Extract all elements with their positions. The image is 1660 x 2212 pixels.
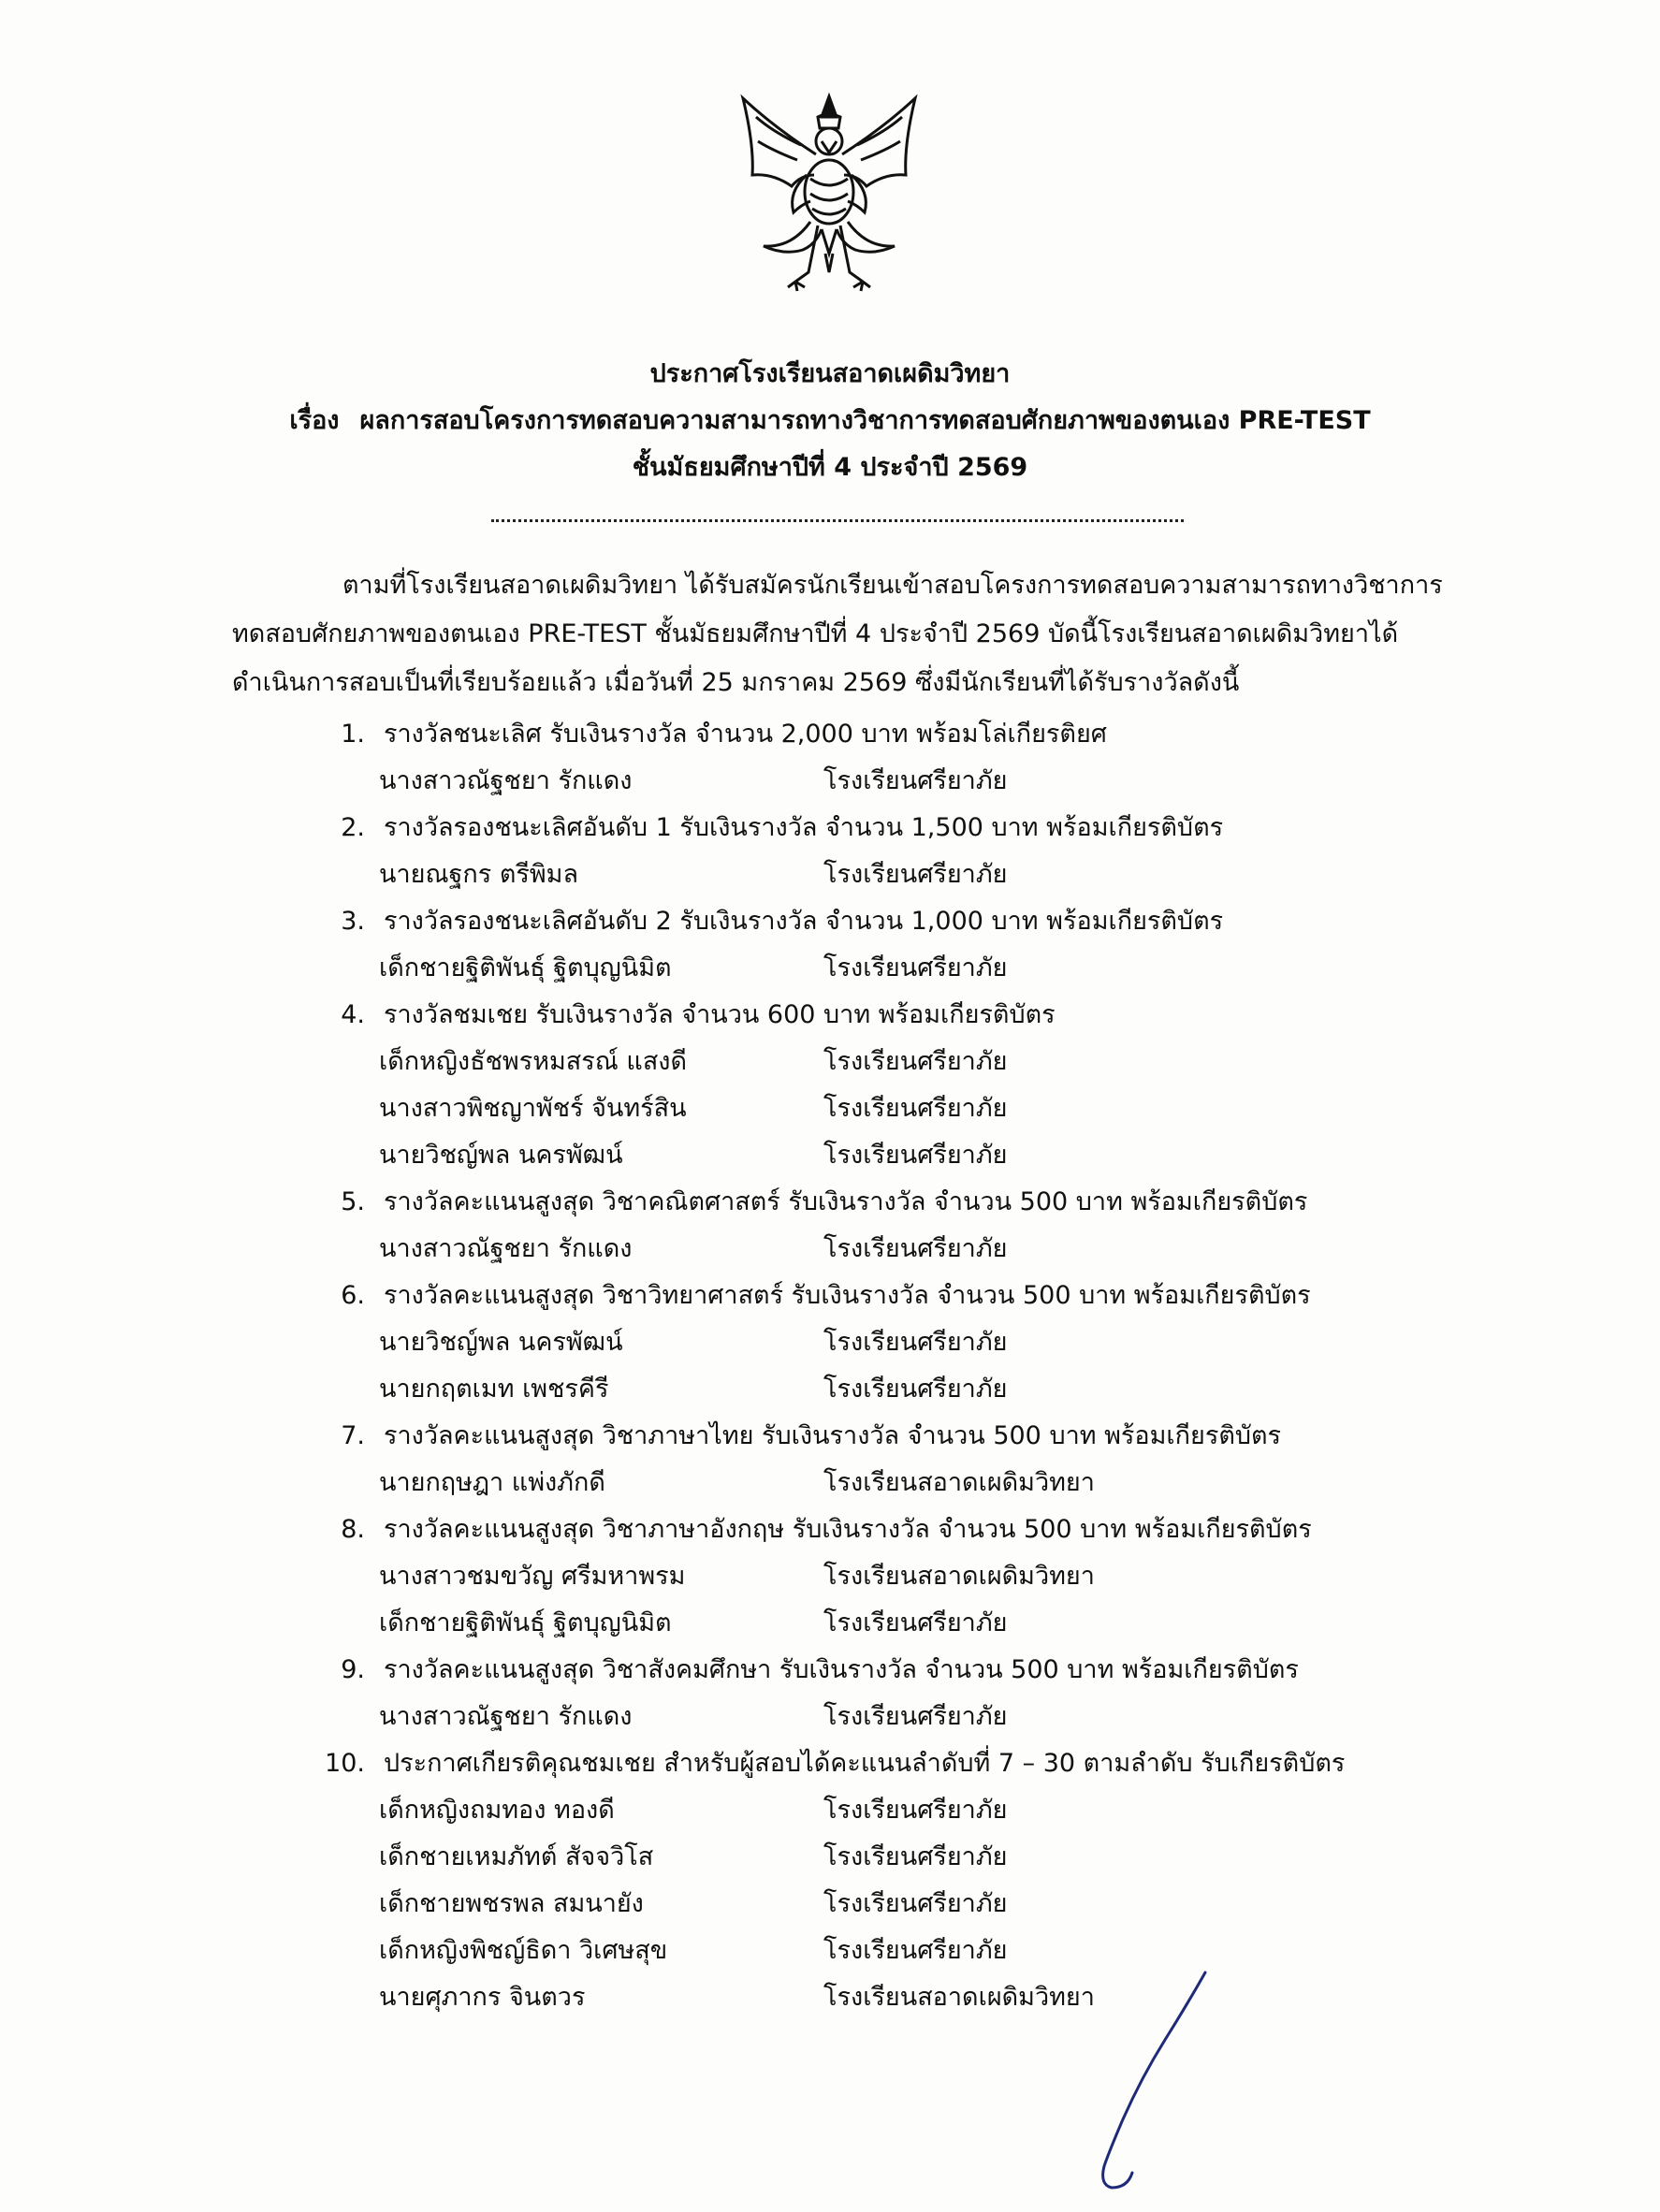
recipient-name: เด็กหญิงพิชญ์ธิดา วิเศษสุข: [379, 1936, 668, 1965]
recipient-row: [0, 758, 1660, 805]
recipient-row: [0, 1366, 1660, 1413]
recipient-school: โรงเรียนศรียาภัย: [823, 1608, 1008, 1637]
intro-line: ดำเนินการสอบเป็นที่เรียบร้อยแล้ว เมื่อวันที่ 25 มกราคม 2569 ซึ่งมีนักเรียนที่ได้รับรางวัลดังนี้: [232, 668, 1240, 697]
award-number: 4.: [341, 1000, 365, 1029]
recipient-name: นายศุภากร จินตวร: [379, 1983, 586, 2012]
recipient-row: [0, 1694, 1660, 1740]
recipient-name: นายกฤตเมท เพชรคีรี: [379, 1375, 609, 1404]
recipient-row: [0, 1460, 1660, 1506]
recipient-school: โรงเรียนศรียาภัย: [823, 953, 1008, 982]
recipient-row: [0, 851, 1660, 898]
recipient-school: โรงเรียนสอาดเผดิมวิทยา: [823, 1562, 1095, 1591]
recipient-school: โรงเรียนศรียาภัย: [823, 1375, 1008, 1404]
award-heading: [0, 1273, 1660, 1319]
recipient-row: [0, 1319, 1660, 1366]
award-item: [0, 1740, 1660, 2021]
recipient-row: [0, 1787, 1660, 1834]
award-title: รางวัลชมเชย รับเงินรางวัล จำนวน 600 บาท พร้อมเกียรติบัตร: [384, 1000, 1056, 1029]
recipient-name: เด็กชายฐิติพันธุ์ ฐิตบุญนิมิต: [379, 1608, 672, 1637]
recipient-school: โรงเรียนศรียาภัย: [823, 1889, 1008, 1918]
recipient-name: เด็กชายฐิติพันธุ์ ฐิตบุญนิมิต: [379, 953, 672, 982]
recipient-school: โรงเรียนศรียาภัย: [823, 1234, 1008, 1263]
subject-text: ผลการสอบโครงการทดสอบความสามารถทางวิชาการทดสอบศักยภาพของตนเอง PRE-TEST: [359, 406, 1371, 435]
recipient-row: [0, 1085, 1660, 1132]
recipient-school: โรงเรียนศรียาภัย: [823, 1936, 1008, 1965]
dotted-divider: [491, 519, 1184, 522]
award-heading: [0, 992, 1660, 1039]
subject-label: เรื่อง: [289, 406, 340, 435]
award-title: รางวัลชนะเลิศ รับเงินรางวัล จำนวน 2,000 บาท พร้อมโล่เกียรติยศ: [384, 720, 1107, 749]
award-heading: [0, 1647, 1660, 1694]
award-item: [0, 1179, 1660, 1273]
recipient-school: โรงเรียนศรียาภัย: [823, 1047, 1008, 1076]
recipient-name: นายณฐกร ตรีพิมล: [379, 860, 578, 889]
recipient-row: [0, 1132, 1660, 1179]
award-item: [0, 992, 1660, 1179]
intro-line: ตามที่โรงเรียนสอาดเผดิมวิทยา ได้รับสมัครนักเรียนเข้าสอบโครงการทดสอบความสามารถทางวิชาการ: [342, 571, 1443, 600]
award-title: รางวัลคะแนนสูงสุด วิชาคณิตศาสตร์ รับเงินรางวัล จำนวน 500 บาท พร้อมเกียรติบัตร: [384, 1187, 1308, 1216]
award-item: [0, 711, 1660, 805]
recipient-row: [0, 1600, 1660, 1647]
recipient-row: [0, 1039, 1660, 1085]
recipient-name: เด็กชายเหมภัทต์ สัจจวิโส: [379, 1842, 654, 1871]
garuda-emblem-icon: [735, 89, 923, 299]
recipient-school: โรงเรียนสอาดเผดิมวิทยา: [823, 1468, 1095, 1497]
recipient-school: โรงเรียนศรียาภัย: [823, 1328, 1008, 1357]
award-item: [0, 1413, 1660, 1506]
recipient-school: โรงเรียนศรียาภัย: [823, 1842, 1008, 1871]
award-title: รางวัลคะแนนสูงสุด วิชาภาษาไทย รับเงินรางวัล จำนวน 500 บาท พร้อมเกียรติบัตร: [384, 1421, 1282, 1450]
award-title: รางวัลคะแนนสูงสุด วิชาวิทยาศาสตร์ รับเงินรางวัล จำนวน 500 บาท พร้อมเกียรติบัตร: [384, 1281, 1311, 1310]
recipient-school: โรงเรียนศรียาภัย: [823, 1702, 1008, 1731]
announcement-grade-year: ชั้นมัธยมศึกษาปีที่ 4 ประจำปี 2569: [632, 453, 1028, 482]
recipient-name: นางสาวณัฐชยา รักแดง: [379, 766, 633, 795]
award-title: ประกาศเกียรติคุณชมเชย สำหรับผู้สอบได้คะแนนลำดับที่ 7 – 30 ตามลำดับ รับเกียรติบัตร: [384, 1749, 1346, 1778]
recipient-row: [0, 1881, 1660, 1928]
award-number: 6.: [341, 1281, 365, 1310]
recipient-row: [0, 1226, 1660, 1273]
award-title: รางวัลคะแนนสูงสุด วิชาภาษาอังกฤษ รับเงินรางวัล จำนวน 500 บาท พร้อมเกียรติบัตร: [384, 1515, 1312, 1544]
announcement-title: ประกาศโรงเรียนสอาดเผดิมวิทยา: [649, 359, 1011, 388]
recipient-school: โรงเรียนศรียาภัย: [823, 1094, 1008, 1123]
award-heading: [0, 1179, 1660, 1226]
award-heading: [0, 711, 1660, 758]
recipient-name: นางสาวชมขวัญ ศรีมหาพรม: [379, 1562, 686, 1591]
recipient-row: [0, 1834, 1660, 1881]
recipient-name: เด็กหญิงถมทอง ทองดี: [379, 1796, 615, 1825]
intro-paragraph: [232, 561, 1443, 707]
signature-icon: [1076, 1965, 1235, 2204]
recipient-row: [0, 1974, 1660, 2021]
award-heading: [0, 1413, 1660, 1460]
award-heading: [0, 898, 1660, 945]
recipient-name: นายวิชญ์พล นครพัฒน์: [379, 1328, 623, 1357]
award-heading: [0, 1506, 1660, 1553]
award-heading: [0, 1740, 1660, 1787]
award-number: 5.: [341, 1187, 365, 1216]
recipient-name: นางสาวพิชญาพัชร์ จันทร์สิน: [379, 1094, 687, 1123]
recipient-school: โรงเรียนสอาดเผดิมวิทยา: [823, 1983, 1095, 2012]
award-number: 3.: [341, 907, 365, 936]
award-item: [0, 1506, 1660, 1647]
recipient-name: นางสาวณัฐชยา รักแดง: [379, 1234, 633, 1263]
recipient-row: [0, 945, 1660, 992]
award-title: รางวัลรองชนะเลิศอันดับ 1 รับเงินรางวัล จำนวน 1,500 บาท พร้อมเกียรติบัตร: [384, 813, 1224, 842]
recipient-row: [0, 1928, 1660, 1974]
recipient-name: เด็กหญิงธัชพรหมสรณ์ แสงดี: [379, 1047, 688, 1076]
award-item: [0, 898, 1660, 992]
intro-line: ทดสอบศักยภาพของตนเอง PRE-TEST ชั้นมัธยมศึกษาปีที่ 4 ประจำปี 2569 บัดนี้โรงเรียนสอาดเผดิมวิทยาได้: [232, 619, 1399, 648]
recipient-school: โรงเรียนศรียาภัย: [823, 766, 1008, 795]
award-number: 2.: [341, 813, 365, 842]
award-title: รางวัลคะแนนสูงสุด วิชาสังคมศึกษา รับเงินรางวัล จำนวน 500 บาท พร้อมเกียรติบัตร: [384, 1655, 1299, 1684]
award-number: 9.: [341, 1655, 365, 1684]
recipient-name: นางสาวณัฐชยา รักแดง: [379, 1702, 633, 1731]
recipient-row: [0, 1553, 1660, 1600]
award-item: [0, 1273, 1660, 1413]
award-number: 8.: [341, 1515, 365, 1544]
award-item: [0, 1647, 1660, 1740]
award-item: [0, 805, 1660, 898]
award-number: 10.: [325, 1749, 365, 1778]
award-list: [0, 711, 1660, 2021]
announcement-subject: [0, 398, 1660, 444]
recipient-name: นายกฤษฎา แพ่งภักดี: [379, 1468, 605, 1497]
award-title: รางวัลรองชนะเลิศอันดับ 2 รับเงินรางวัล จำนวน 1,000 บาท พร้อมเกียรติบัตร: [384, 907, 1224, 936]
recipient-school: โรงเรียนศรียาภัย: [823, 860, 1008, 889]
recipient-school: โรงเรียนศรียาภัย: [823, 1796, 1008, 1825]
announcement-header: [0, 351, 1660, 491]
recipient-name: นายวิชญ์พล นครพัฒน์: [379, 1141, 623, 1170]
award-number: 7.: [341, 1421, 365, 1450]
recipient-school: โรงเรียนศรียาภัย: [823, 1141, 1008, 1170]
recipient-name: เด็กชายพชรพล สมนายัง: [379, 1889, 644, 1918]
award-heading: [0, 805, 1660, 851]
award-number: 1.: [341, 720, 365, 749]
